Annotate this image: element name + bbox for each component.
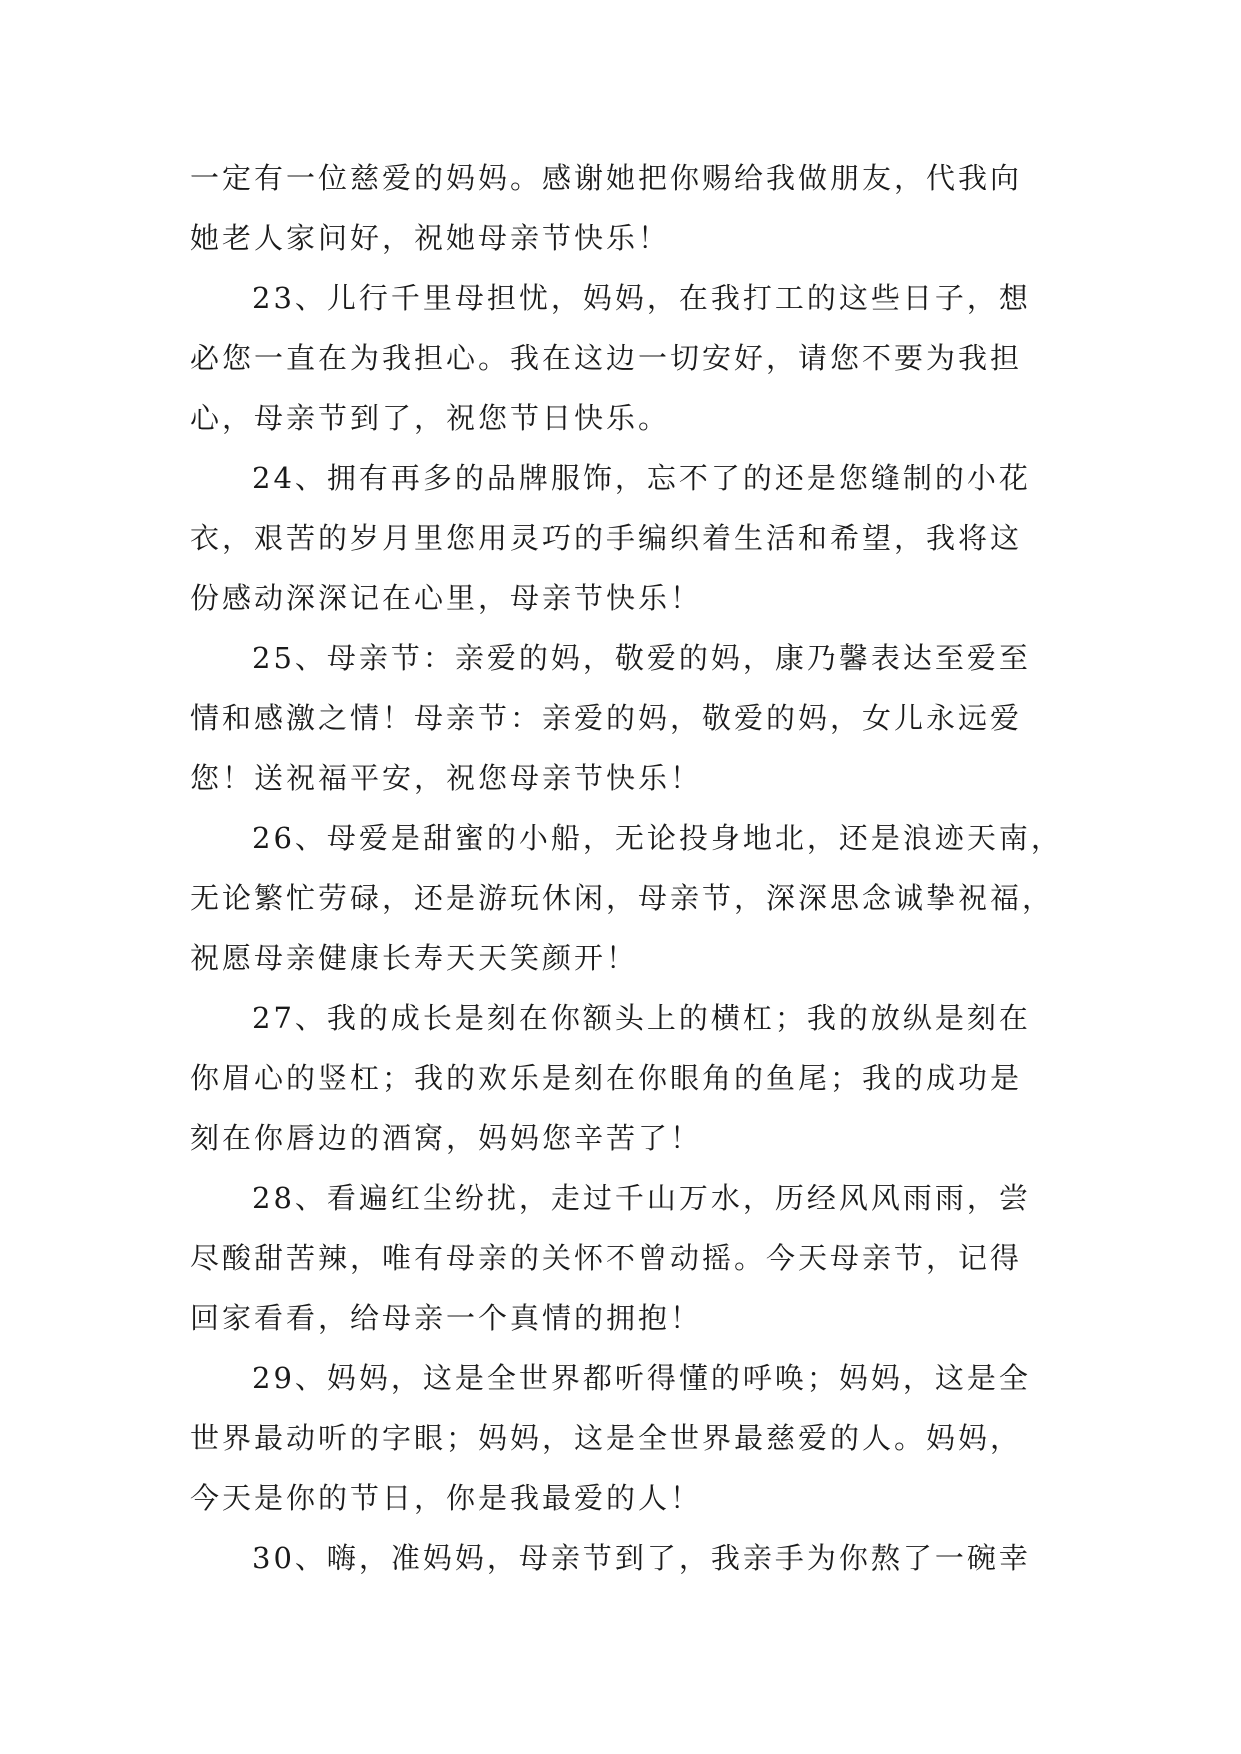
text-line: 你眉心的竖杠；我的欢乐是刻在你眼角的鱼尾；我的成功是 [190, 1061, 1023, 1095]
paragraph-item-26 [190, 808, 1063, 988]
text-line: 世界最动听的字眼；妈妈，这是全世界最慈爱的人。妈妈， [190, 1421, 1023, 1455]
paragraph-item-28 [190, 1168, 1060, 1348]
text-line: 今天是你的节日，你是我最爱的人！ [190, 1481, 703, 1515]
text-line: 30、嗨，准妈妈，母亲节到了，我亲手为你熬了一碗幸 [252, 1541, 1031, 1575]
text-line: 27、我的成长是刻在你额头上的横杠；我的放纵是刻在 [252, 1001, 1031, 1035]
paragraph-continuation [190, 148, 1060, 268]
text-line: 23、儿行千里母担忧，妈妈，在我打工的这些日子，想 [252, 281, 1031, 315]
paragraph-item-23 [190, 268, 1060, 448]
text-line: 情和感激之情！母亲节：亲爱的妈，敬爱的妈，女儿永远爱 [190, 701, 1023, 735]
text-line: 无论繁忙劳碌，还是游玩休闲，母亲节，深深思念诚挚祝福， [190, 881, 1055, 915]
text-line: 25、母亲节：亲爱的妈，敬爱的妈，康乃馨表达至爱至 [252, 641, 1031, 675]
text-line: 尽酸甜苦辣，唯有母亲的关怀不曾动摇。今天母亲节，记得 [190, 1241, 1023, 1275]
text-line: 29、妈妈，这是全世界都听得懂的呼唤；妈妈，这是全 [252, 1361, 1031, 1395]
paragraph-item-25 [190, 628, 1060, 808]
text-line: 祝愿母亲健康长寿天天笑颜开！ [190, 941, 639, 975]
text-line: 回家看看，给母亲一个真情的拥抱！ [190, 1301, 703, 1335]
text-line: 刻在你唇边的酒窝，妈妈您辛苦了！ [190, 1121, 703, 1155]
text-line: 心，母亲节到了，祝您节日快乐。 [190, 401, 671, 435]
text-line: 28、看遍红尘纷扰，走过千山万水，历经风风雨雨，尝 [252, 1181, 1031, 1215]
paragraph-item-30 [190, 1528, 1060, 1588]
text-line: 24、拥有再多的品牌服饰，忘不了的还是您缝制的小花 [252, 461, 1031, 495]
text-line: 衣，艰苦的岁月里您用灵巧的手编织着生活和希望，我将这 [190, 521, 1023, 555]
paragraph-item-29 [190, 1348, 1060, 1528]
document-body [190, 148, 1063, 1588]
text-line: 您！送祝福平安，祝您母亲节快乐！ [190, 761, 703, 795]
text-line: 她老人家问好，祝她母亲节快乐！ [190, 221, 671, 255]
text-line: 一定有一位慈爱的妈妈。感谢她把你赐给我做朋友，代我向 [190, 161, 1023, 195]
text-line: 必您一直在为我担心。我在这边一切安好，请您不要为我担 [190, 341, 1023, 375]
paragraph-item-27 [190, 988, 1060, 1168]
paragraph-item-24 [190, 448, 1060, 628]
text-line: 26、母爱是甜蜜的小船，无论投身地北，还是浪迹天南， [252, 821, 1063, 855]
text-line: 份感动深深记在心里，母亲节快乐！ [190, 581, 703, 615]
